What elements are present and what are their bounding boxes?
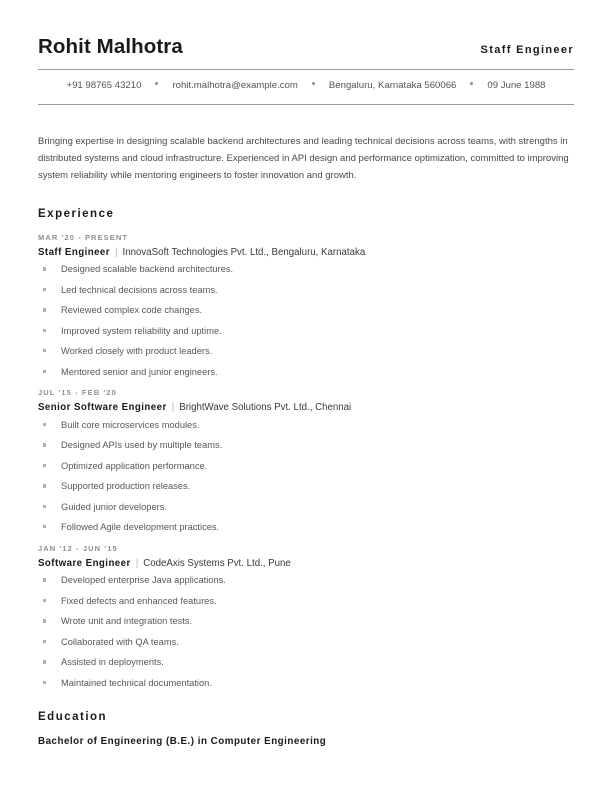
list-item: Optimized application performance. [38, 462, 574, 471]
entry-heading [38, 247, 574, 260]
list-item: Built core microservices modules. [38, 421, 574, 430]
header-divider-bottom [38, 104, 574, 105]
list-item: Collaborated with QA teams. [38, 638, 574, 647]
contact-phone: +91 98765 43210 [66, 79, 142, 91]
contact-row [38, 70, 574, 94]
contact-location: Bengaluru, Karnataka 560066 [328, 79, 457, 91]
experience-section [38, 208, 574, 688]
list-item: Reviewed complex code changes. [38, 306, 574, 315]
list-item: Worked closely with product leaders. [38, 347, 574, 356]
list-item: Fixed defects and enhanced features. [38, 597, 574, 606]
entry-bullet-list [38, 576, 574, 688]
entry-separator: | [114, 246, 118, 258]
list-item: Led technical decisions across teams. [38, 286, 574, 295]
list-item: Mentored senior and junior engineers. [38, 368, 574, 377]
candidate-tagline: Staff Engineer [480, 44, 574, 56]
entry-organization: CodeAxis Systems Pvt. Ltd., Pune [143, 557, 291, 569]
education-section-title: Education [38, 711, 108, 724]
contact-separator-dot [470, 82, 473, 85]
list-item: Developed enterprise Java applications. [38, 576, 574, 585]
contact-birth-date: 09 June 1988 [487, 79, 546, 91]
professional-summary: Bringing expertise in designing scalable backend architectures and leading technical decisions across teams, with strengths in distributed systems and cloud infrastructure. Experienced in API design and performance optimization, committed to improving system reliability while mentoring engineers to foster innovation and growth. [38, 135, 569, 182]
entry-dates: MAR '20 - PRESENT [38, 232, 129, 242]
entry-bullet-list [38, 421, 574, 533]
experience-entry [38, 388, 574, 532]
list-item: Maintained technical documentation. [38, 679, 574, 688]
entry-job-title: Software Engineer [38, 557, 131, 569]
entry-separator: | [135, 557, 139, 569]
contact-separator-dot [155, 82, 158, 85]
list-item: Supported production releases. [38, 482, 574, 491]
entry-separator: | [171, 402, 175, 414]
entry-organization: InnovaSoft Technologies Pvt. Ltd., Bengaluru, Karnataka [122, 246, 366, 258]
entry-heading [38, 402, 574, 415]
experience-entry [38, 233, 574, 377]
entry-bullet-list [38, 265, 574, 377]
entry-dates: JAN '12 - JUN '15 [38, 543, 118, 553]
contact-separator-dot [312, 82, 315, 85]
education-section [38, 711, 574, 747]
list-item: Guided junior developers. [38, 503, 574, 512]
list-item: Improved system reliability and uptime. [38, 327, 574, 336]
experience-entry [38, 544, 574, 688]
entry-job-title: Senior Software Engineer [38, 402, 167, 414]
contact-email: rohit.malhotra@example.com [172, 79, 298, 91]
list-item: Designed scalable backend architectures. [38, 265, 574, 274]
education-degree: Bachelor of Engineering (B.E.) in Computer Engineering [38, 736, 327, 748]
entry-job-title: Staff Engineer [38, 246, 110, 258]
entry-heading [38, 558, 574, 571]
experience-section-title: Experience [38, 207, 115, 220]
entry-organization: BrightWave Solutions Pvt. Ltd., Chennai [179, 402, 352, 414]
candidate-name: Rohit Malhotra [38, 35, 183, 58]
list-item: Assisted in deployments. [38, 658, 574, 667]
list-item: Designed APIs used by multiple teams. [38, 441, 574, 450]
list-item: Followed Agile development practices. [38, 523, 574, 532]
entry-dates: JUL '15 - FEB '20 [38, 388, 117, 398]
list-item: Wrote unit and integration tests. [38, 617, 574, 626]
resume-header [38, 0, 574, 59]
